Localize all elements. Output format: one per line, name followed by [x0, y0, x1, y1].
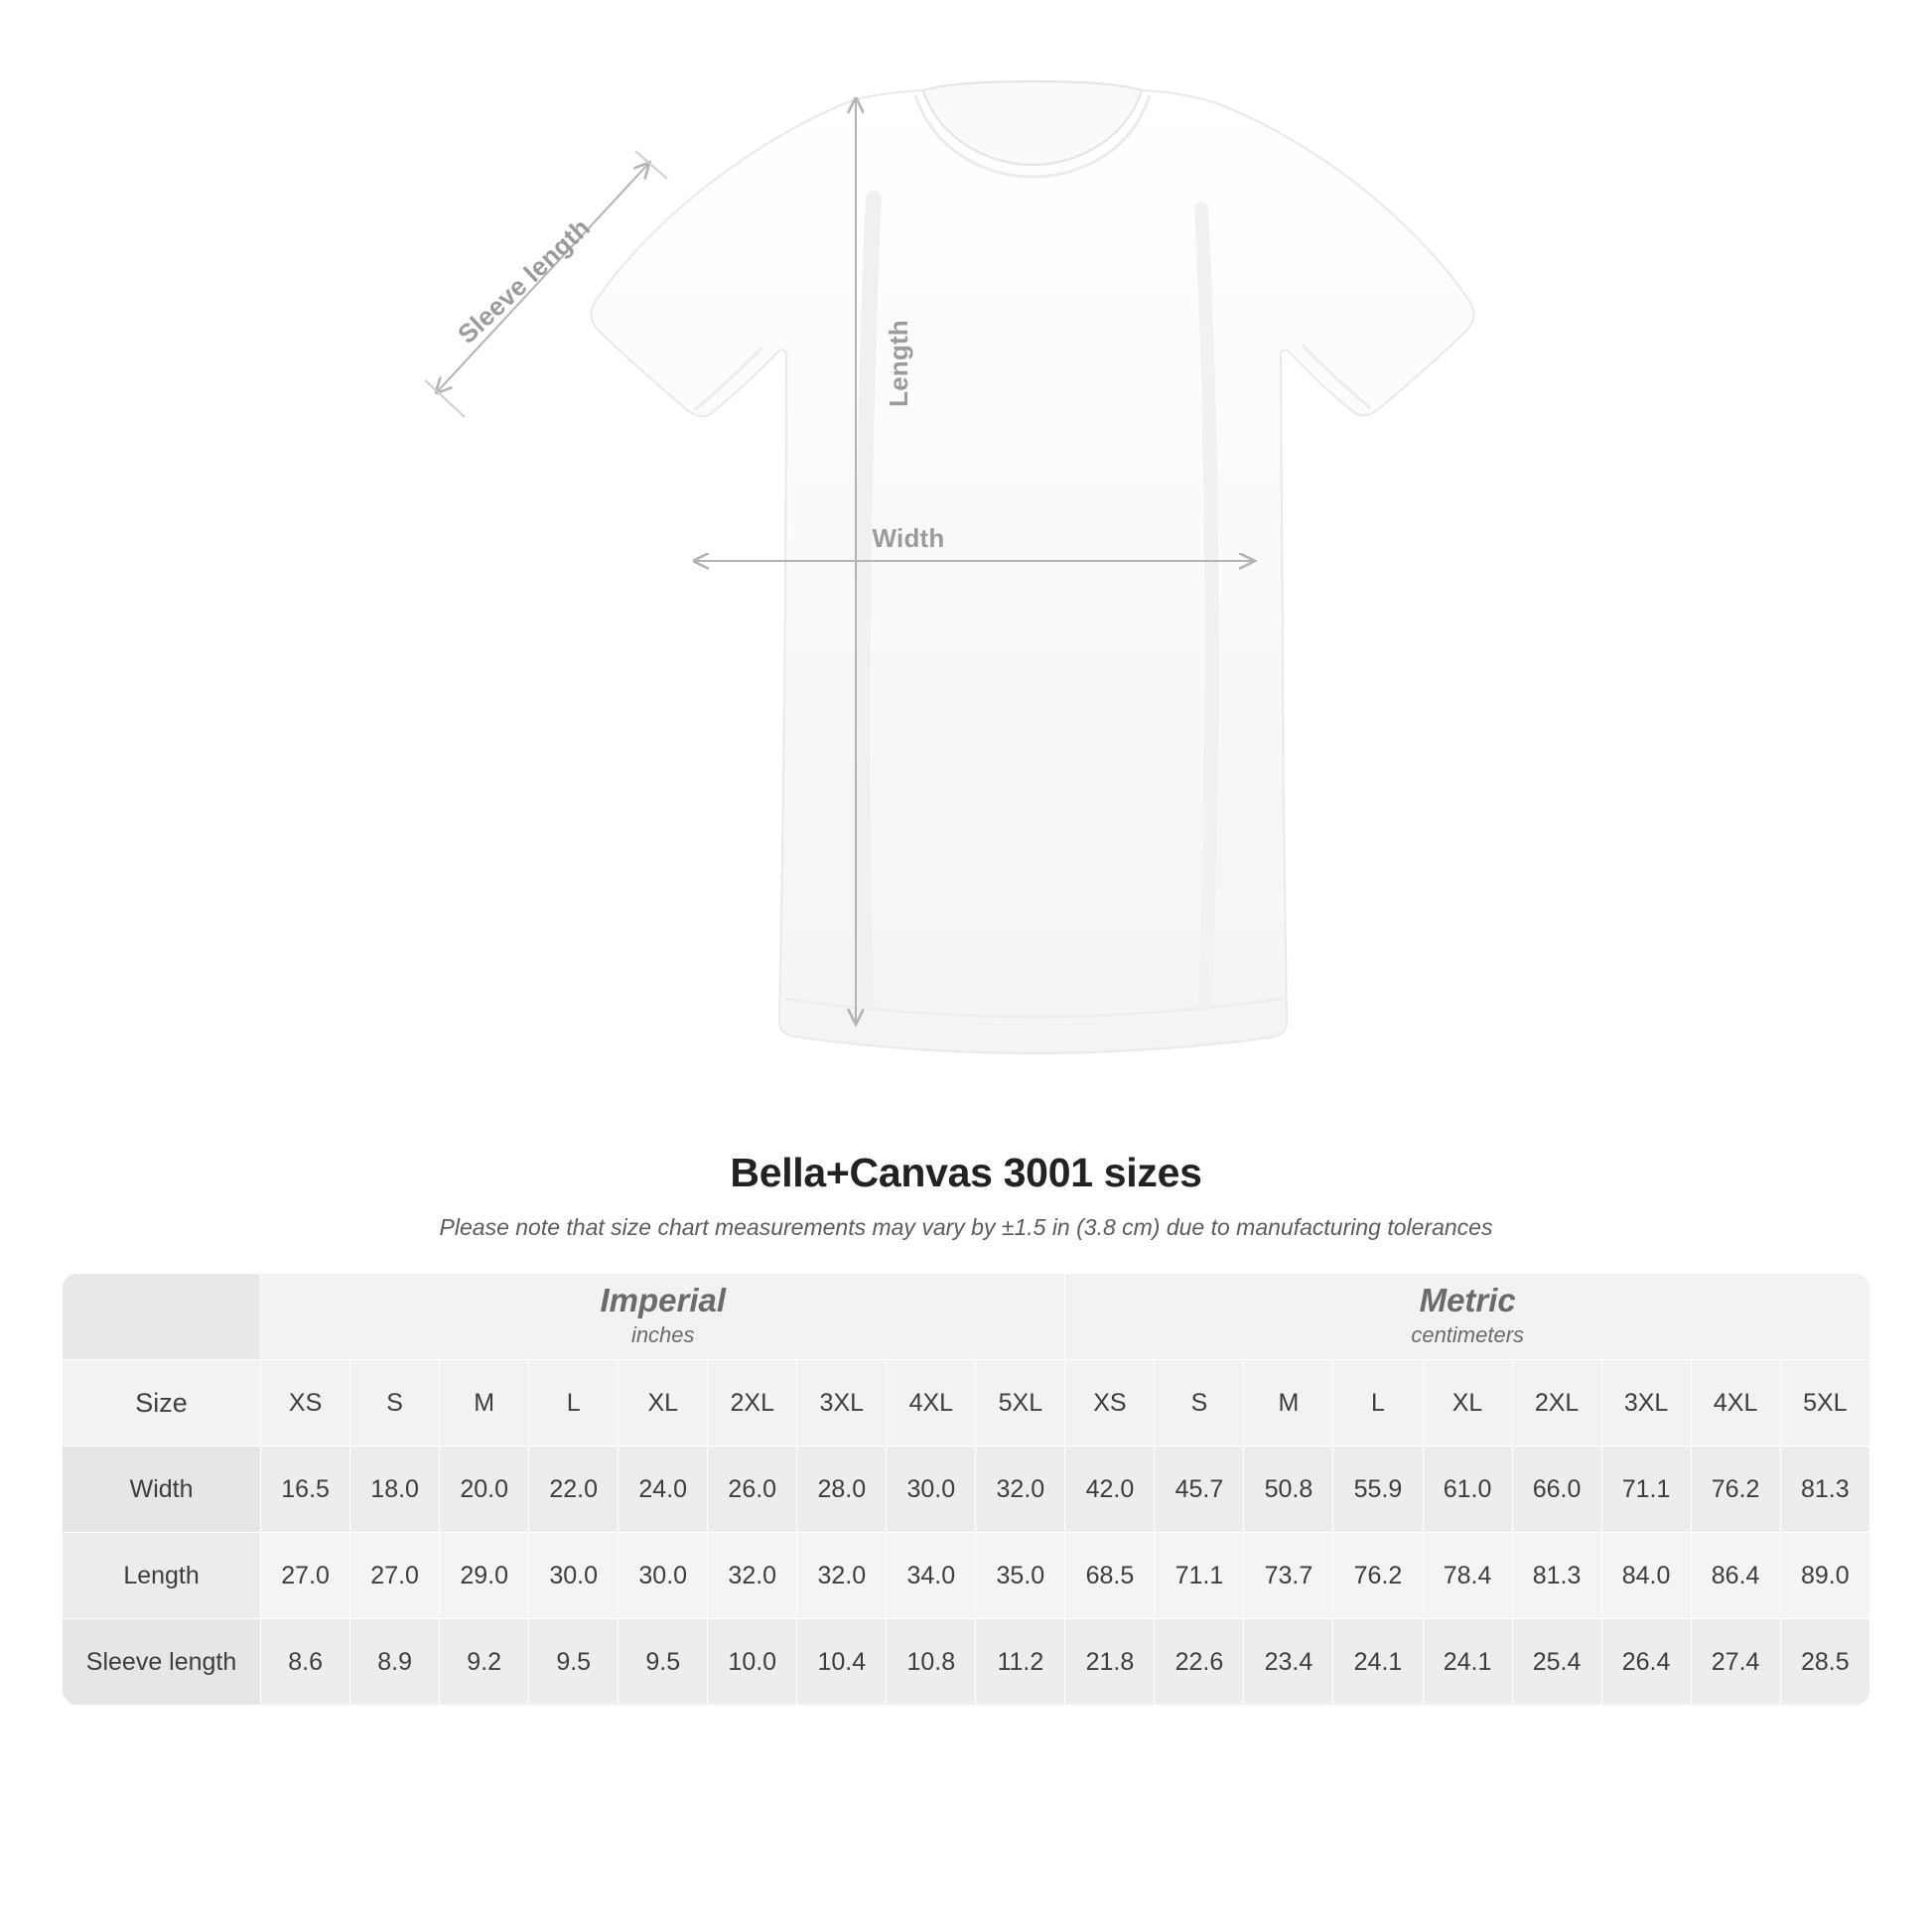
table-cell: 27.4 — [1691, 1619, 1780, 1706]
table-cell: 71.1 — [1601, 1447, 1691, 1533]
table-cell: 76.2 — [1333, 1533, 1423, 1619]
table-row — [63, 1447, 1870, 1533]
table-cell: 89.0 — [1780, 1533, 1869, 1619]
table-cell: 10.0 — [708, 1619, 797, 1706]
table-cell: 30.0 — [887, 1447, 976, 1533]
table-cell: 35.0 — [976, 1533, 1065, 1619]
size-table — [62, 1273, 1870, 1706]
table-cell: 86.4 — [1691, 1533, 1780, 1619]
table-cell: 32.0 — [797, 1533, 887, 1619]
table-cell: 25.4 — [1512, 1619, 1601, 1706]
row-label-width: Width — [63, 1447, 261, 1533]
table-cell: 20.0 — [440, 1447, 529, 1533]
size-header-cell: L — [1333, 1360, 1423, 1447]
table-cell: 28.0 — [797, 1447, 887, 1533]
table-cell: 32.0 — [708, 1533, 797, 1619]
size-header-cell: M — [440, 1360, 529, 1447]
table-cell: 28.5 — [1780, 1619, 1869, 1706]
table-cell: 55.9 — [1333, 1447, 1423, 1533]
table-cell: 18.0 — [350, 1447, 440, 1533]
table-cell: 26.0 — [708, 1447, 797, 1533]
size-header-cell: XL — [1423, 1360, 1512, 1447]
table-cell: 32.0 — [976, 1447, 1065, 1533]
unit-system-row — [63, 1274, 1870, 1360]
table-cell: 66.0 — [1512, 1447, 1601, 1533]
tolerance-note: Please note that size chart measurements may vary by ±1.5 in (3.8 cm) due to manufacturing tolerances — [439, 1214, 1493, 1240]
unit-system-metric — [1065, 1274, 1870, 1360]
table-cell: 27.0 — [350, 1533, 440, 1619]
table-cell: 30.0 — [529, 1533, 619, 1619]
table-cell: 68.5 — [1065, 1533, 1155, 1619]
row-label-length: Length — [63, 1533, 261, 1619]
size-header-cell: 2XL — [1512, 1360, 1601, 1447]
table-cell: 22.6 — [1155, 1619, 1244, 1706]
size-header-cell: S — [1155, 1360, 1244, 1447]
table-cell: 9.5 — [529, 1619, 619, 1706]
table-cell: 22.0 — [529, 1447, 619, 1533]
size-header-cell: 5XL — [976, 1360, 1065, 1447]
table-cell: 27.0 — [261, 1533, 350, 1619]
size-header-cell: XL — [619, 1360, 708, 1447]
sleeve-length-dimension-label: Sleeve length — [452, 211, 596, 349]
table-cell: 42.0 — [1065, 1447, 1155, 1533]
size-header-cell: 5XL — [1780, 1360, 1869, 1447]
table-cell: 9.5 — [619, 1619, 708, 1706]
size-header-cell: S — [350, 1360, 440, 1447]
row-label-sleeve-length: Sleeve length — [63, 1619, 261, 1706]
size-header-cell: XS — [1065, 1360, 1155, 1447]
table-cell: 50.8 — [1244, 1447, 1333, 1533]
size-header-cell: 3XL — [797, 1360, 887, 1447]
table-cell: 23.4 — [1244, 1619, 1333, 1706]
table-cell: 81.3 — [1780, 1447, 1869, 1533]
size-header-cell: XS — [261, 1360, 350, 1447]
table-cell: 24.0 — [619, 1447, 708, 1533]
size-header-cell: 4XL — [887, 1360, 976, 1447]
page-title: Bella+Canvas 3001 sizes — [730, 1150, 1202, 1195]
size-header-label: Size — [63, 1360, 261, 1447]
table-cell: 10.8 — [887, 1619, 976, 1706]
table-cell: 21.8 — [1065, 1619, 1155, 1706]
size-header-cell: M — [1244, 1360, 1333, 1447]
table-row — [63, 1533, 1870, 1619]
table-cell: 29.0 — [440, 1533, 529, 1619]
table-cell: 81.3 — [1512, 1533, 1601, 1619]
table-cell: 34.0 — [887, 1533, 976, 1619]
length-dimension-label: Length — [884, 320, 913, 407]
size-header-cell: 2XL — [708, 1360, 797, 1447]
table-cell: 84.0 — [1601, 1533, 1691, 1619]
unit-system-imperial — [261, 1274, 1065, 1360]
table-cell: 8.6 — [261, 1619, 350, 1706]
table-cell: 8.9 — [350, 1619, 440, 1706]
table-row — [63, 1619, 1870, 1706]
table-cell: 61.0 — [1423, 1447, 1512, 1533]
size-header-cell: 3XL — [1601, 1360, 1691, 1447]
table-cell: 76.2 — [1691, 1447, 1780, 1533]
table-cell: 16.5 — [261, 1447, 350, 1533]
table-cell: 73.7 — [1244, 1533, 1333, 1619]
table-corner-cell — [63, 1274, 261, 1360]
title-block — [0, 1150, 1932, 1241]
width-dimension-label: Width — [872, 523, 945, 553]
table-cell: 10.4 — [797, 1619, 887, 1706]
size-header-cell: 4XL — [1691, 1360, 1780, 1447]
table-cell: 71.1 — [1155, 1533, 1244, 1619]
unit-system-metric-name: Metric — [1419, 1281, 1516, 1318]
size-header-cell: L — [529, 1360, 619, 1447]
table-cell: 26.4 — [1601, 1619, 1691, 1706]
table-cell: 24.1 — [1333, 1619, 1423, 1706]
size-table-container — [62, 1273, 1870, 1706]
unit-system-imperial-unit: inches — [630, 1322, 695, 1348]
table-cell: 78.4 — [1423, 1533, 1512, 1619]
table-cell: 30.0 — [619, 1533, 708, 1619]
unit-system-metric-unit: centimeters — [1411, 1322, 1525, 1348]
table-cell: 45.7 — [1155, 1447, 1244, 1533]
table-cell: 24.1 — [1423, 1619, 1512, 1706]
table-cell: 9.2 — [440, 1619, 529, 1706]
size-header-row — [63, 1360, 1870, 1447]
unit-system-imperial-name: Imperial — [600, 1281, 727, 1318]
table-cell: 11.2 — [976, 1619, 1065, 1706]
